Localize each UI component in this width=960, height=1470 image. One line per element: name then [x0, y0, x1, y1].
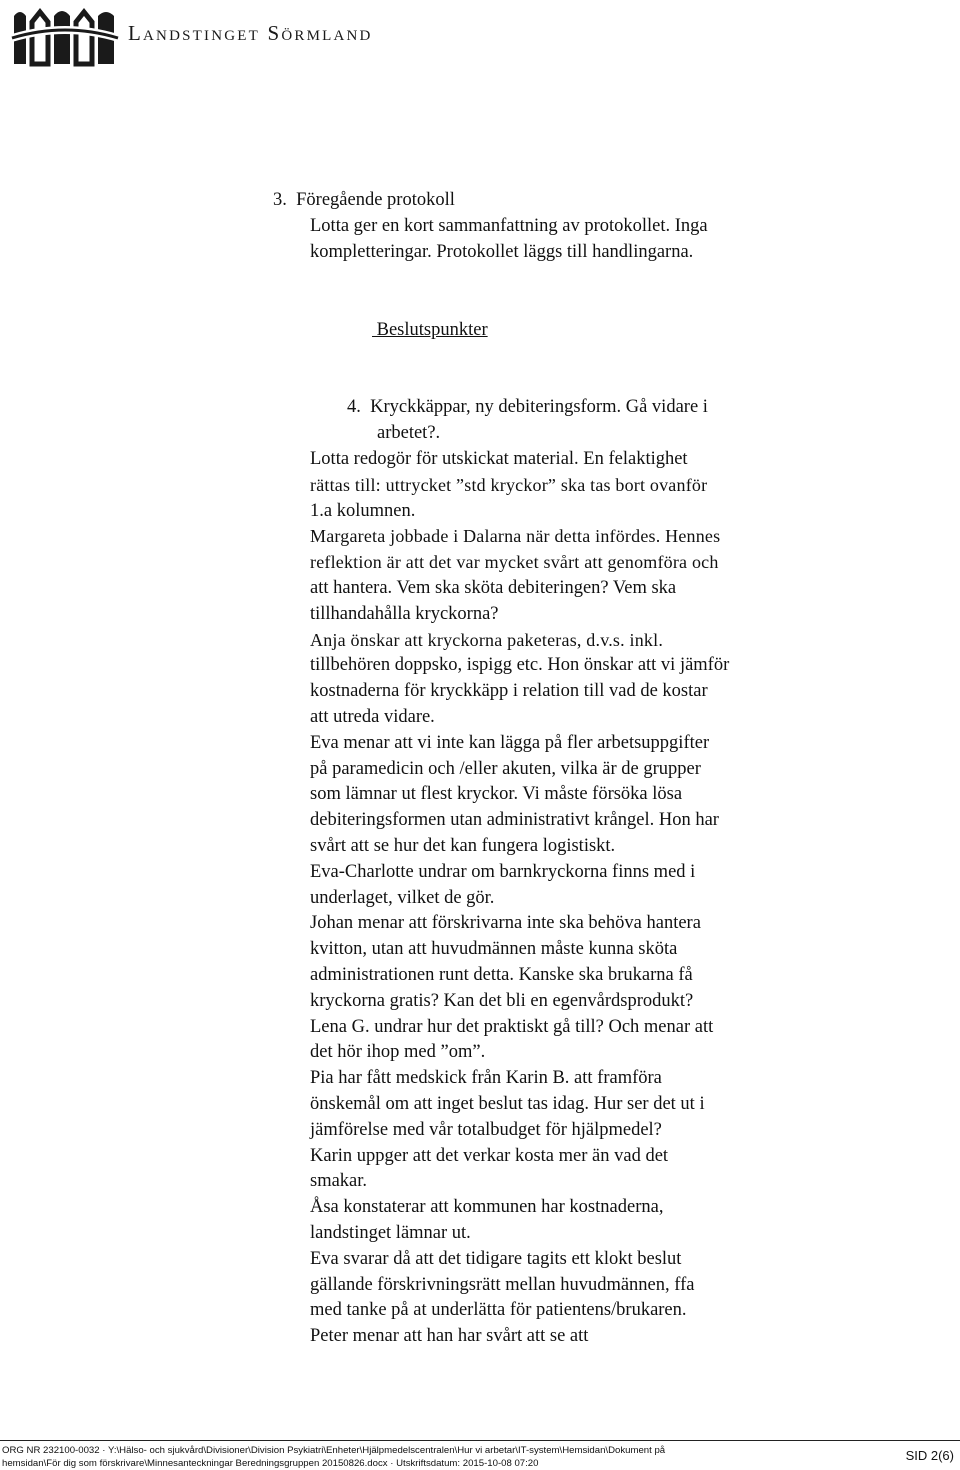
section-3-title: 3. Föregående protokoll [273, 190, 455, 210]
text-line: Margareta jobbade i Dalarna när detta infördes. Hennes [310, 526, 721, 547]
text-line: Eva-Charlotte undrar om barnkryckorna finns med i [310, 861, 696, 882]
text-line: Anja önskar att kryckorna paketeras, d.v.s. inkl. [310, 629, 664, 650]
text-line: med tanke på at underlätta för patientens/brukaren. [310, 1300, 687, 1321]
text-line: kostnaderna för kryckkäpp i relation till vad de kostar [310, 681, 708, 702]
text-line: rättas till: uttrycket ”std kryckor” ska tas bort ovanför [310, 474, 708, 495]
text-line: Johan menar att förskrivarna inte ska behöva hantera [310, 913, 701, 934]
text-line: Eva menar att vi inte kan lägga på fler arbetsuppgifter [310, 732, 710, 753]
text-line: Lotta redogör för utskickat material. En felaktighet [310, 449, 688, 469]
text-line: jämförelse med vår totalbudget för hjälpmedel? [310, 1119, 662, 1140]
footer-line-2: hemsidan\För dig som förskrivare\Minnesanteckningar Beredningsgruppen 20150826.docx · Utskriftsdatum: 2015-10-08 07:20 [2, 1458, 539, 1469]
text-line: debiteringsformen utan administrativt krångel. Hon har [310, 810, 719, 831]
text-line: som lämnar ut flest kryckor. Vi måste försöka lösa [310, 784, 683, 805]
footer-line-1: ORG NR 232100-0032 · Y:\Hälso- och sjukvård\Divisioner\Division Psykiatri\Enheter\Hjälpmedelscentralen\Hur vi arbetar\IT-system\Hemsidan\Dokument på [2, 1445, 666, 1456]
text-line: kompletteringar. Protokollet läggs till handlingarna. [310, 241, 694, 262]
text-line: Karin uppger att det verkar kosta mer än vad det [310, 1145, 669, 1166]
section-4-title: 4. Kryckkäppar, ny debiteringsform. Gå vidare i [347, 397, 708, 417]
text-line: tillbehören doppsko, ispigg etc. Hon önskar att vi jämför [310, 655, 730, 676]
text-line: tillhandahålla kryckorna? [310, 603, 499, 624]
text-line: reflektion är att det var mycket svårt att genomföra och [310, 552, 719, 573]
org-name: Landstinget Sörmland [128, 21, 373, 45]
text-line: att hantera. Vem ska sköta debiteringen? Vem ska [310, 577, 677, 598]
page-footer [0, 1440, 960, 1469]
beslutspunkter-heading: Beslutspunkter [372, 320, 488, 340]
text-line: gällande förskrivningsrätt mellan huvudmännen, ffa [310, 1274, 695, 1295]
text-line: att utreda vidare. [310, 706, 435, 727]
text-line: Lotta ger en kort sammanfattning av protokollet. Inga [310, 216, 708, 236]
text-line: landstinget lämnar ut. [310, 1222, 471, 1243]
text-line: kvitton, utan att huvudmännen måste kunna sköta [310, 939, 678, 960]
text-line: Peter menar att han har svårt att se att [310, 1326, 589, 1347]
footer-path [2, 1444, 665, 1470]
section-4-body [310, 447, 729, 1350]
landstinget-logo-icon [10, 4, 120, 68]
text-line: Eva svarar då att det tidigare tagits ett klokt beslut [310, 1248, 682, 1269]
text-line: underlaget, vilket de gör. [310, 887, 495, 908]
text-line: Pia har fått medskick från Karin B. att framföra [310, 1068, 662, 1089]
page-number: SID 2(6) [905, 1448, 954, 1463]
text-line: önskemål om att inget beslut tas idag. Hur ser det ut i [310, 1093, 705, 1114]
text-line: administrationen runt detta. Kanske ska brukarna få [310, 964, 693, 985]
text-line: kryckorna gratis? Kan det bli en egenvårdsprodukt? [310, 990, 694, 1011]
text-line: 1.a kolumnen. [310, 500, 416, 521]
text-line: Åsa konstaterar att kommunen har kostnaderna, [310, 1197, 664, 1218]
section-4-title-cont: arbetet?. [377, 423, 441, 443]
section-3-body [310, 214, 708, 266]
text-line: det hör ihop med ”om”. [310, 1042, 486, 1063]
text-line: på paramedicin och /eller akuten, vilka är de grupper [310, 758, 701, 779]
page-header [10, 4, 470, 68]
text-line: smakar. [310, 1171, 368, 1192]
text-line: svårt att se hur det kan fungera logistiskt. [310, 835, 616, 856]
text-line: Lena G. undrar hur det praktiskt gå till? Och menar att [310, 1016, 714, 1037]
